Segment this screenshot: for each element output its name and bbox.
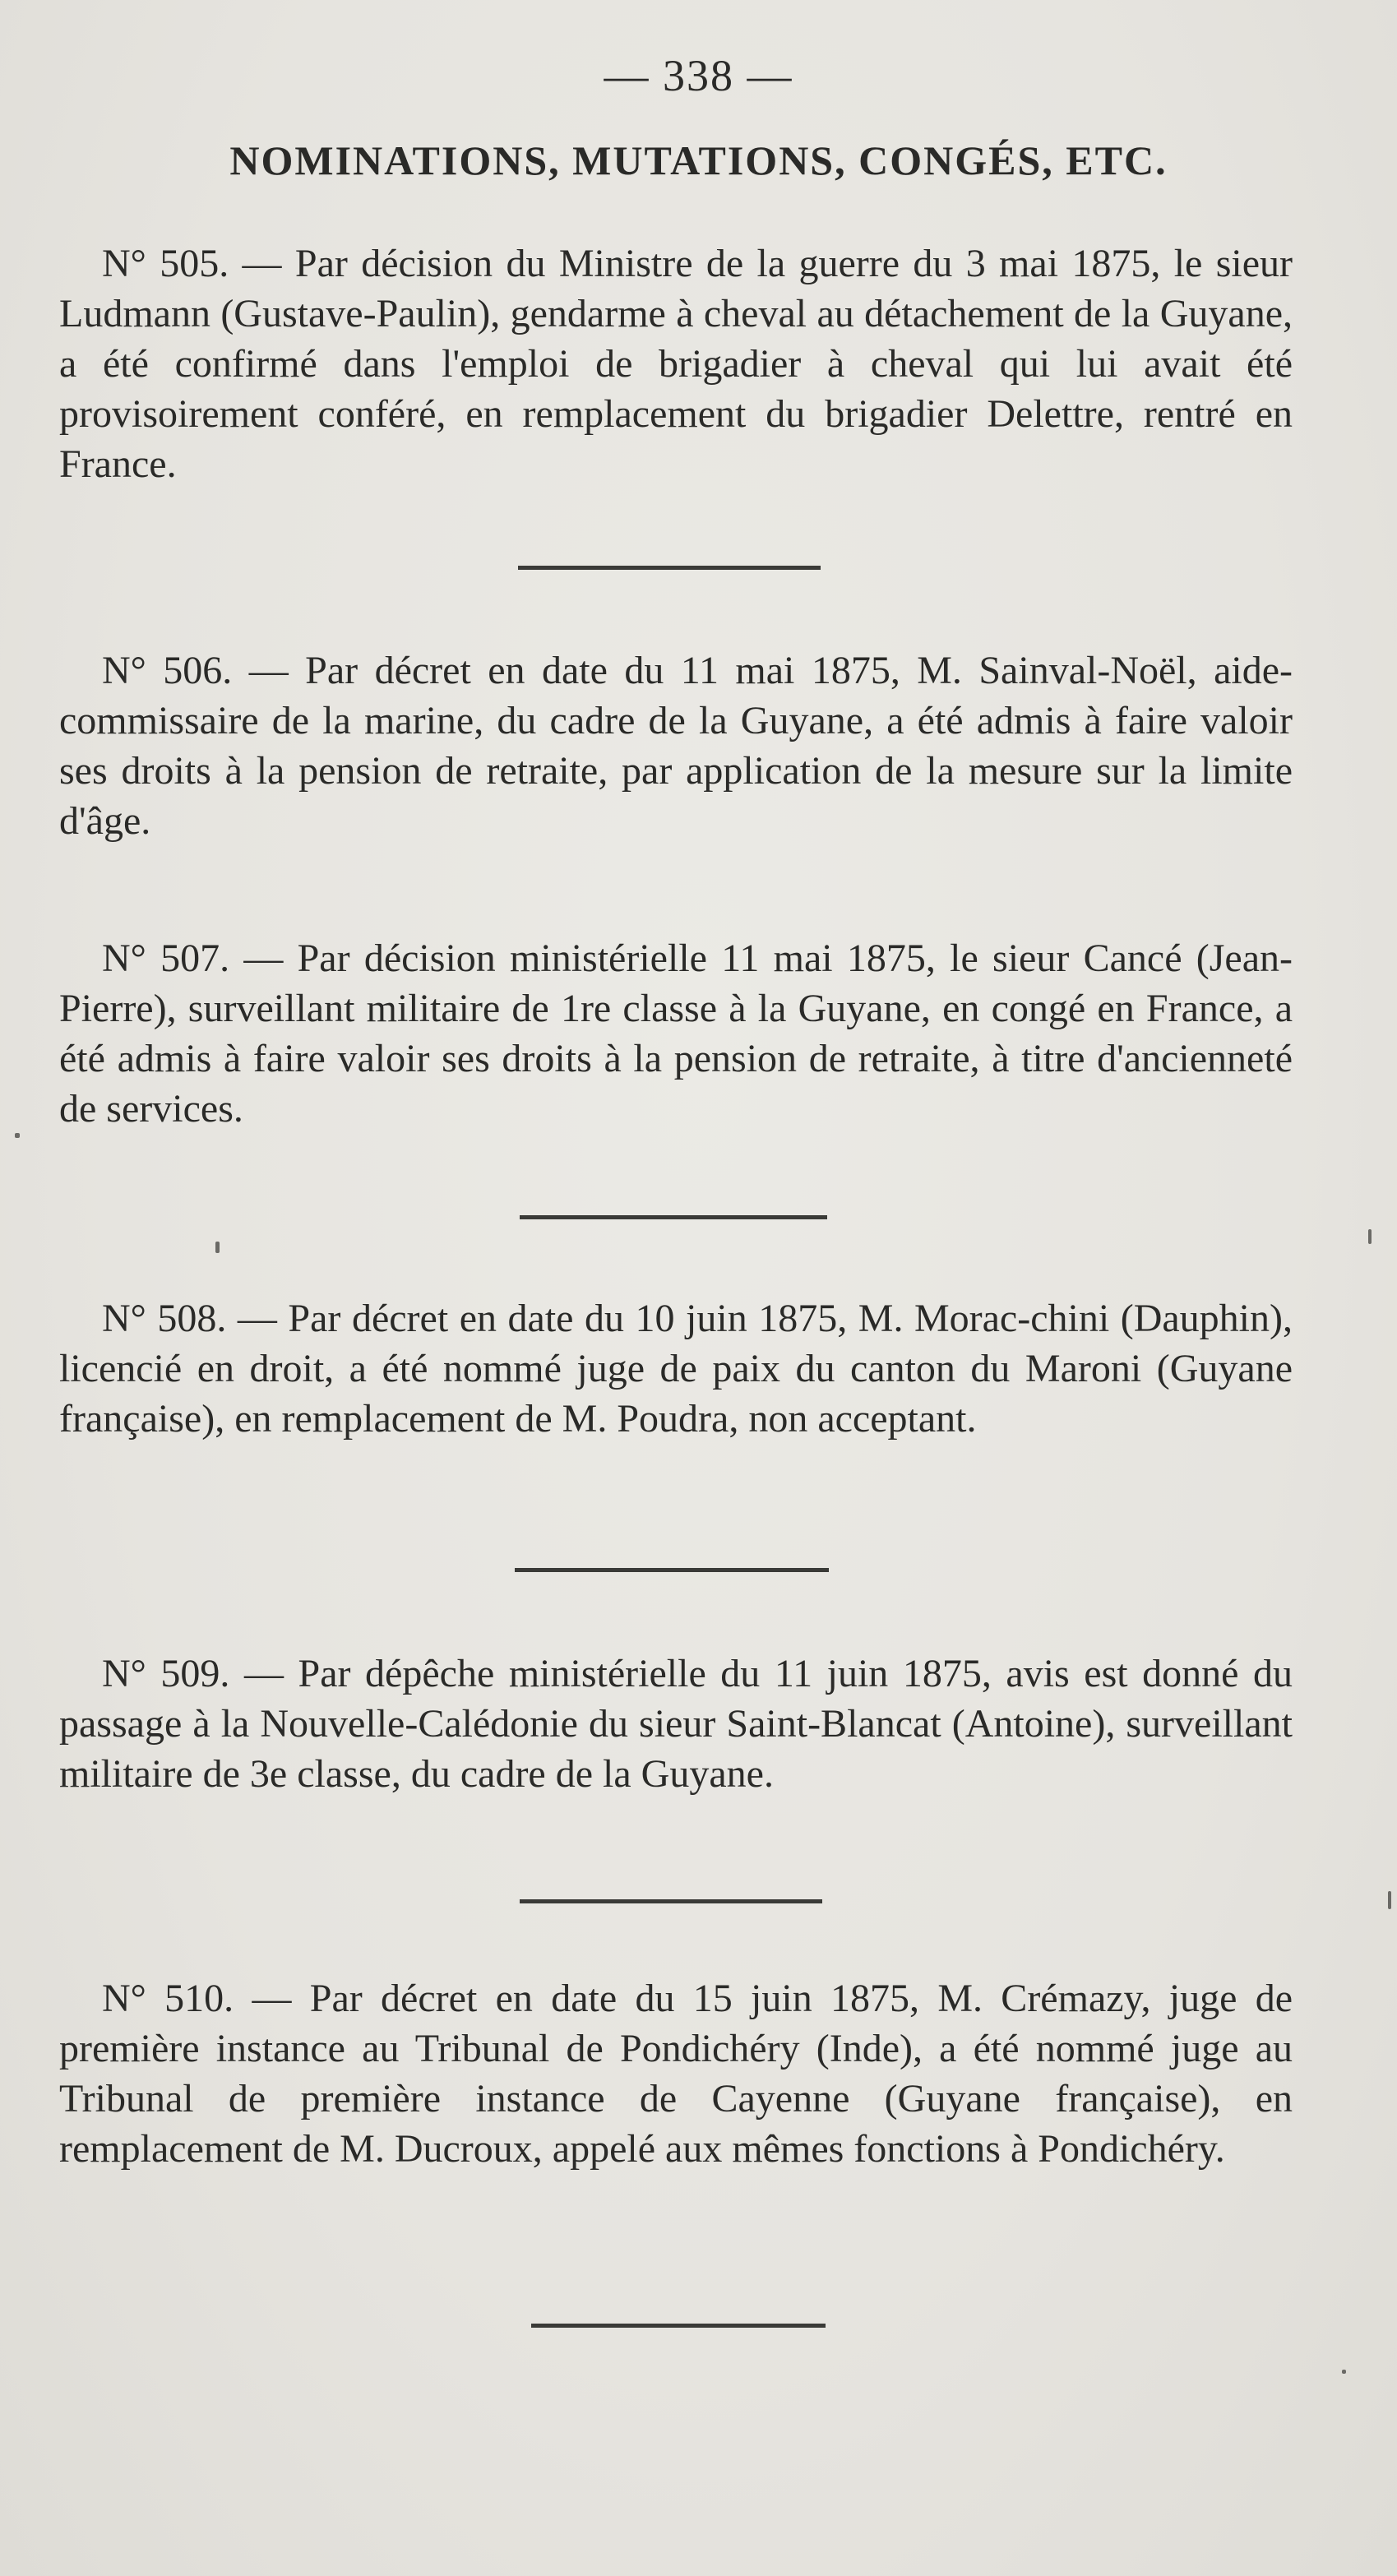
print-speck xyxy=(1388,1891,1391,1909)
separator-rule xyxy=(518,566,821,570)
entry-505: N° 505. — Par décision du Ministre de la guerre du 3 mai 1875, le sieur Ludmann (Gustave-Paulin), gendarme à cheval au détachement de la Guyane, a été confirmé dans l'emploi de brigadier à cheval qui lui avait été provisoirement conféré, en remplacement du brigadier Delettre, rentré en France. xyxy=(59,242,1293,486)
section-header: NOMINATIONS, MUTATIONS, CONGÉS, ETC. xyxy=(229,137,1168,183)
separator-rule xyxy=(520,1899,822,1903)
print-speck xyxy=(1342,2370,1346,2374)
entry-508: N° 508. — Par décret en date du 10 juin 1875, M. Morac-chini (Dauphin), licencié en droit, a été nommé juge de paix du canton du Maroni (Guyane française), en remplacement de M. Poudra, non acceptant. xyxy=(59,1297,1293,1441)
print-speck xyxy=(15,1133,20,1138)
entry-506: N° 506. — Par décret en date du 11 mai 1875, M. Sainval-Noël, aide-commissaire de la marine, du cadre de la Guyane, a été admis à faire valoir ses droits à la pension de retraite, par application de la mesure sur la limite d'âge. xyxy=(59,649,1293,843)
entry-509: N° 509. — Par dépêche ministérielle du 11 juin 1875, avis est donné du passage à la Nouvelle-Calédonie du sieur Saint-Blancat (Antoine), surveillant militaire de 3e classe, du cadre de la Guyane. xyxy=(59,1652,1293,1796)
separator-rule xyxy=(520,1215,827,1219)
separator-rule xyxy=(515,1568,829,1572)
separator-rule xyxy=(531,2324,826,2328)
entry-507: N° 507. — Par décision ministérielle 11 mai 1875, le sieur Cancé (Jean-Pierre), surveillant militaire de 1re classe à la Guyane, en congé en France, a été admis à faire valoir ses droits à la pension de retraite, à titre d'ancienneté de services. xyxy=(59,937,1293,1131)
print-speck xyxy=(215,1242,220,1253)
entry-510: N° 510. — Par décret en date du 15 juin 1875, M. Crémazy, juge de première instance au Tribunal de Pondichéry (Inde), a été nommé juge au Tribunal de première instance de Cayenne (Guyane française), en remplacement de M. Ducroux, appelé aux mêmes fonctions à Pondichéry. xyxy=(59,1977,1293,2171)
print-speck xyxy=(1368,1229,1372,1244)
page-number: — 338 — xyxy=(604,51,793,100)
